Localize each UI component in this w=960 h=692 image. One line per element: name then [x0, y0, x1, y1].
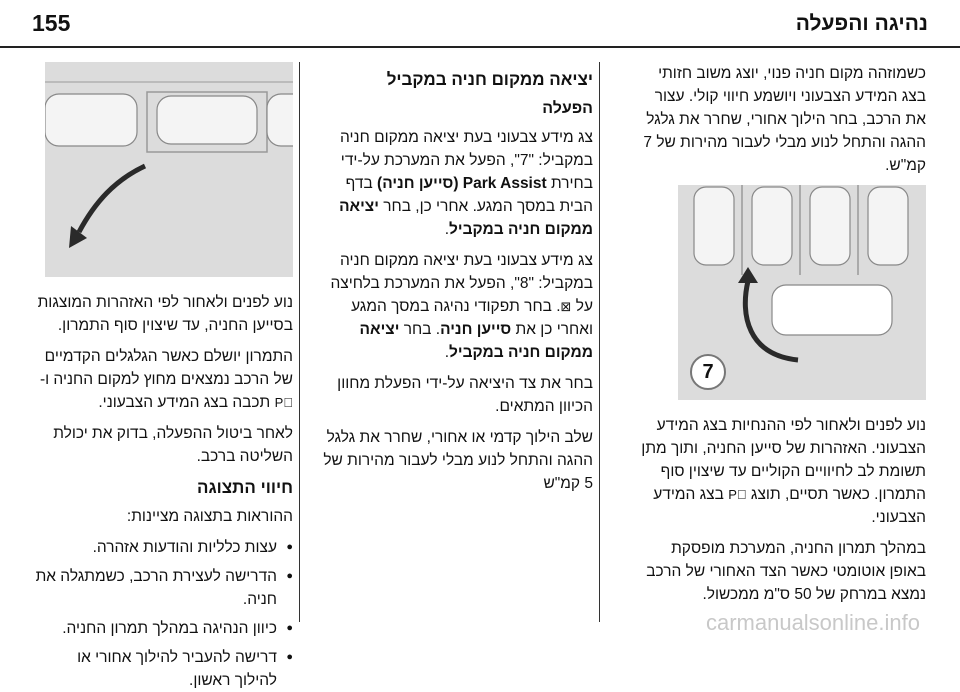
parking-assistant-label: סייען חניה: [440, 321, 512, 338]
parking-figure-7: [678, 185, 926, 400]
parking-assist-icon: P⃕: [728, 487, 747, 502]
bullet-item: ● דרישה להעביר להילוך אחורי או להילוך ראשון.: [31, 646, 293, 692]
display-lead: ההוראות בתצוגה מציינות:: [126, 508, 293, 525]
exit-parking-figure: [45, 62, 293, 277]
right-column: [634, 62, 926, 614]
parking-assist-icon-2: P⃕: [274, 395, 293, 410]
move-paragraph: נוע לפנים ולאחור לפי האזהרות המוצגות בסייען החניה, עד שיצוין סוף התמרון.: [37, 294, 293, 334]
page-header: [0, 0, 960, 48]
exit-parallel-label-2: יציאה ממקום חניה במקביל: [359, 321, 593, 361]
select-side-paragraph: בחר את צד היציאה על-ידי הפעלת מחוון הכיוון המתאים.: [337, 375, 593, 415]
bullet-item: ● כיוון הנהיגה במהלך תמרון החניה.: [31, 617, 293, 640]
exit-parking-title: יציאה ממקום חניה במקביל: [386, 70, 593, 89]
deactivation-paragraph: לאחר ביטול ההפעלה, בדוק את יכולת השליטה ברכב.: [53, 425, 293, 465]
park-button-icon: ⊠: [560, 299, 572, 314]
activation-subtitle: הפעלה: [542, 100, 593, 117]
display-bullets: [31, 536, 293, 692]
auto-stop-paragraph: במהלך תמרון החניה, המערכת מופסקת באופן אוטומטי כאשר הצד האחורי של הרכב נמצא במרחק של 50 ס"מ ממכשול.: [646, 540, 926, 603]
exit-parking-illustration: [45, 62, 293, 277]
bullet-item: ● עצות כלליות והודעות אזהרה.: [31, 536, 293, 559]
engage-gear-paragraph: שלב הילוך קדמי או אחורי, שחרר את גלגל ההגה והתחל לנוע מבלי לעבור מהירות של 5 קמ"ש: [323, 429, 593, 492]
page-number: 155: [32, 10, 71, 36]
middle-column: [321, 62, 600, 622]
left-column: [31, 62, 300, 689]
intro-paragraph: כשמוזהה מקום חניה פנוי, יוצג משוב חזותי בצג המידע הצבעוני ויושמע חיווי קולי. עצור את הרכב, בחר הילוך אחורי, שחרר את גלגל ההגה והתחל לנוע מבלי לעבור מהירות של 7 קמ"ש.: [643, 65, 926, 174]
figure-number: 7: [702, 361, 714, 383]
activation-paragraph-1: צג מידע צבעוני בעת יציאה ממקום חניה במקביל: "7", הפעל את המערכת על-ידי בחירת Park Assist (סייען חניה) בדף הבית במסך המגע. אחרי כן, בחר יציאה ממקום חניה במקביל.: [339, 129, 593, 238]
park-assist-label: Park Assist (סייען חניה): [377, 175, 547, 192]
watermark: carmanualsonline.info: [705, 610, 920, 635]
section-title: נהיגה והפעלה: [795, 12, 928, 35]
activation-paragraph-2: צג מידע צבעוני בעת יציאה ממקום חניה במקביל: "8", הפעל את המערכת בלחיצה על ⊠. בחר תפקודי נהיגה במסך המגע ואחרי כן את סייען חניה. בחר יציאה ממקום חניה במקביל.: [330, 252, 593, 361]
maneuver-paragraph: נוע לפנים ולאחור לפי ההנחיות בצג המידע הצבעוני. האזהרות של סייען החניה, ותוך מתן תשומת לב לחיוויים הקוליים עד שיצוין סוף התמרון. כאשר תסיים, תוצג P⃕ בצג המידע הצבעוני.: [641, 417, 926, 526]
display-indication-title: חיווי התצוגה: [197, 478, 293, 497]
exit-parallel-label: יציאה ממקום חניה במקביל: [339, 198, 593, 238]
complete-paragraph: התמרון יושלם כאשר הגלגלים הקדמיים של הרכב נמצאים מחוץ למקום החניה ו-P⃕ תכבה בצג המידע הצבעוני.: [39, 348, 293, 411]
bullet-item: ● הדרישה לעצירת הרכב, כשמתגלה את חניה.: [31, 565, 293, 611]
